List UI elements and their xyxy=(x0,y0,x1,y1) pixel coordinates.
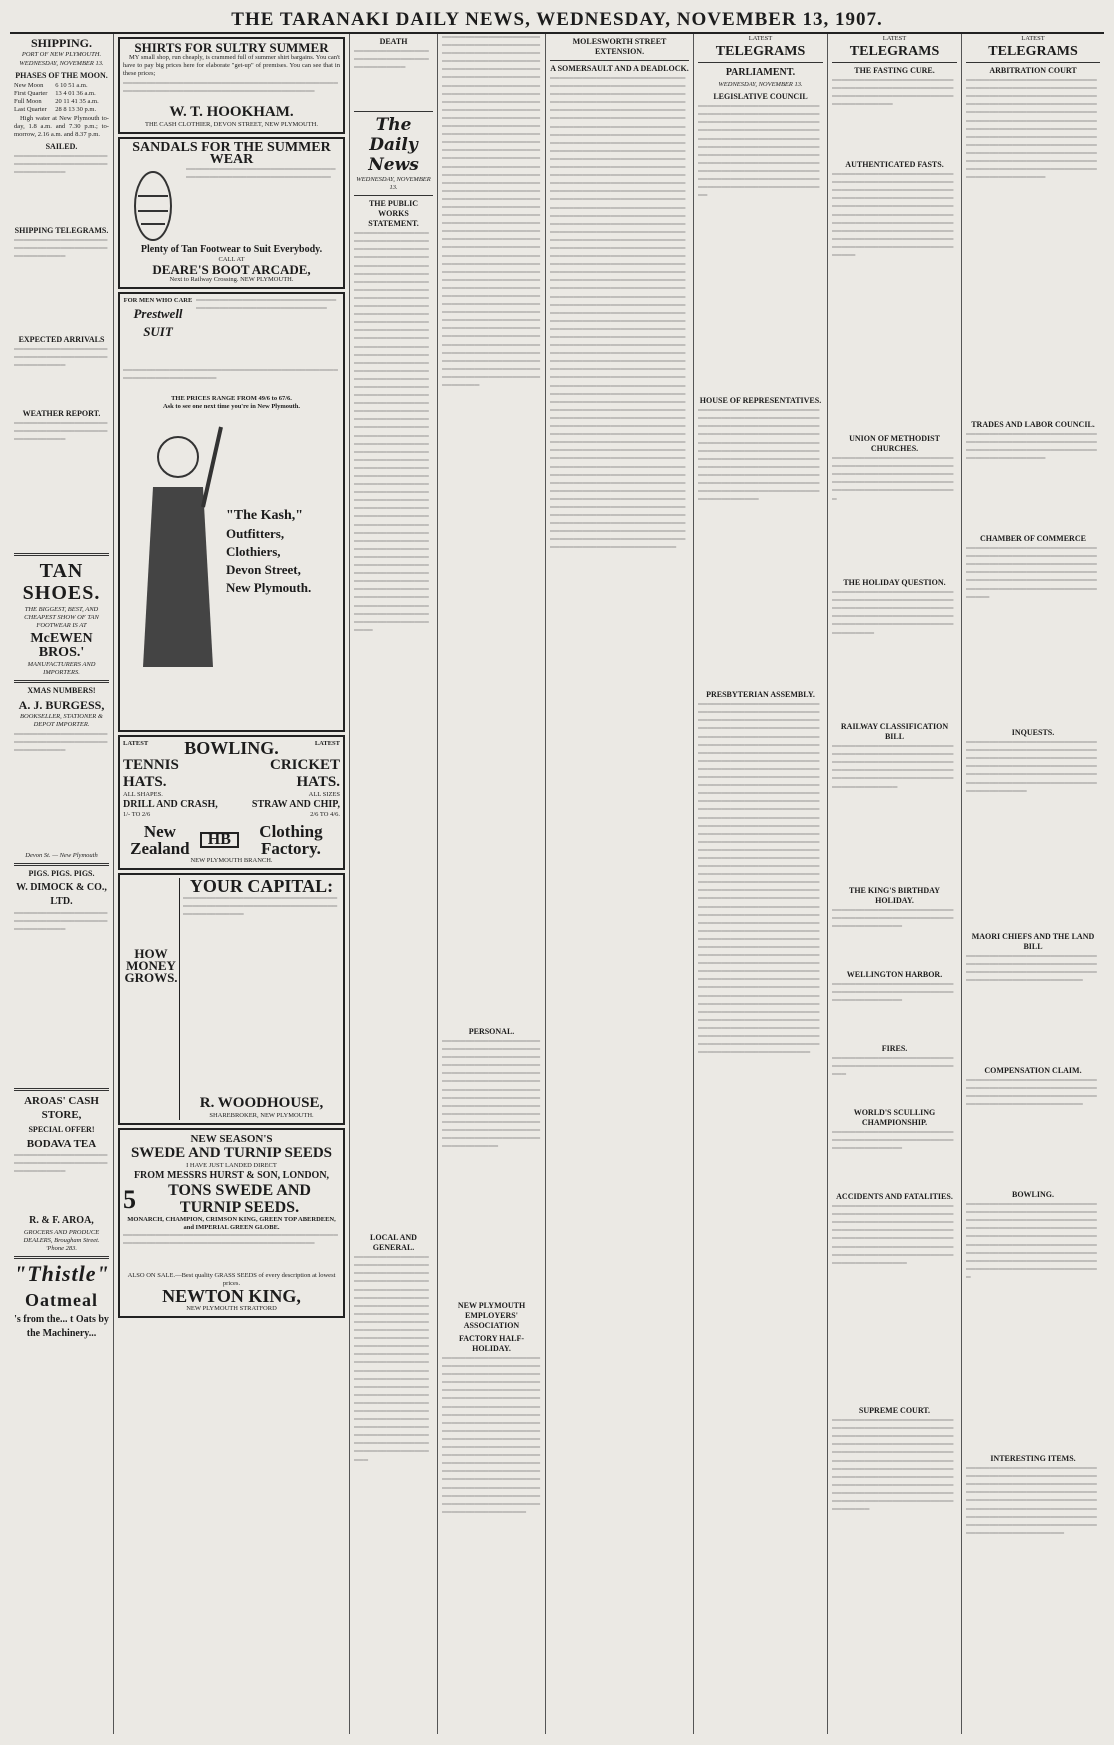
body-text-filler: ═════════════════════════════════════════════════════════════════════════════════════════════════════════════════════════════════════════════════════════════════════════════════════════════════════════════════════════════════════════════════════════════════════════════════════════════════════════════════════════════════════════════════════════════════ xyxy=(966,77,1097,182)
new-zealand: New Zealand xyxy=(130,822,190,858)
personal-heading: PERSONAL. xyxy=(468,1027,515,1036)
moon-time: 13 4 01 36 a.m. xyxy=(55,90,96,98)
sailed-heading: SAILED. xyxy=(45,141,78,151)
divider xyxy=(550,60,689,61)
column-grid xyxy=(10,34,1104,1734)
hats-row xyxy=(123,757,340,791)
body-text-filler: ═════════════════════════════════════════════════════════════════════════════════════════════════════════════════════════════════════════════════════════════════════════════════════════════════════════════════════════════════════════════════════ xyxy=(966,1465,1097,1537)
body-text-filler: ════════════════════════════════════════════════════════════════════════════════════════════════════════════════════════════════════════════════════════════════════════════════════════════════════════════════════════════════════════════════════════════════════════════════════════════════ xyxy=(698,103,820,200)
moon-phase: Full Moon xyxy=(14,98,42,106)
local-heading: LOCAL AND GENERAL. xyxy=(370,1233,417,1253)
body-text-filler: ═════════════════════════════════════════════════════════════════════════════════════════════════════════════════════════════════════════════════════════════════════════════════════════════════════════════════════════════════════════════════════════════ xyxy=(966,1201,1097,1281)
kash-ad xyxy=(118,292,345,732)
aroa-sub: GROCERS AND PRODUCE DEALERS, Brougham Street. 'Phone 283. xyxy=(23,1228,100,1252)
newton-king-name: NEWTON KING, xyxy=(162,1286,301,1306)
deare-ad xyxy=(118,137,345,289)
divider xyxy=(14,680,109,683)
thistle-tagline: 's from the... t Oats by the Machinery... xyxy=(14,1313,109,1339)
straw-chip: STRAW AND CHIP, xyxy=(251,799,340,810)
body-text-filler: ═══════════════════════════════════════════════════════════════════════════════════════════════════════════════════════════════════════════════════════════════════════════════════════════════════════════════════════════════════════════════════════════════════════════════════════════════════════════ xyxy=(698,407,820,504)
divider xyxy=(354,195,433,196)
body-text-filler: ═══════════════════════════════════════════════════════════════════ xyxy=(832,1129,954,1153)
column-news xyxy=(438,34,546,1734)
column-parliament xyxy=(694,34,828,1734)
tons-row xyxy=(123,1182,340,1216)
divider xyxy=(14,1088,109,1091)
mcewen-name: McEWEN BROS.' xyxy=(30,631,93,661)
tan-shoes-heading: TAN SHOES. xyxy=(22,559,101,604)
table-row xyxy=(14,106,109,114)
body-text-filler: ═══════════════════════════════════════════ xyxy=(354,48,429,72)
gentleman-illustration xyxy=(123,417,223,707)
woodhouse-name: R. WOODHOUSE, xyxy=(199,1095,324,1111)
clothing-factory: Clothing Factory. xyxy=(259,822,323,858)
railway-heading: RAILWAY CLASSIFICATION BILL xyxy=(840,722,949,742)
tons-number: 5 xyxy=(123,1184,136,1214)
molesworth-heading: MOLESWORTH STREET EXTENSION. xyxy=(572,37,667,56)
body-text-filler: ═════════════════════════════════════════════════════════════════════════════════════════════════════════════════════════════════════════════════════════════════════════════════════════════════════════════════════════════════════════════════════════════════════════════════════════════════════════════════════════════════════════════════════════════════════════════════════════════════════════════════════════════════ xyxy=(442,1355,541,1516)
shapes-row xyxy=(123,791,340,799)
fires-heading: FIRES. xyxy=(881,1044,908,1054)
divider xyxy=(832,62,957,63)
holiday-question-heading: THE HOLIDAY QUESTION. xyxy=(843,578,946,588)
kash-block xyxy=(226,417,340,707)
hb-top-row xyxy=(123,740,340,757)
body-text-filler: ═══════════════════════════════════════════════════════════════════════════════════════════════════════════════════════════════════════════════════════════════════════════════════════════════════════════════════════════════════════════════════════════════════════════════════════════════════════════════════════════════════════════════════════════════════════════════════════════════════════════════════ xyxy=(354,1254,429,1464)
woodhouse-ad xyxy=(118,873,345,1125)
price-row xyxy=(123,811,340,819)
mcewen-sub: MANUFACTURERS AND IMPORTERS. xyxy=(27,661,96,677)
high-water-text: High water at New Plymouth to-day, 1.8 a.m. and 7.30 p.m.; to-morrow, 2.16 a.m. and 8.37 p.m. xyxy=(14,114,109,138)
moon-time: 28 8 13 30 p.m. xyxy=(55,106,97,114)
kash-line: New Plymouth. xyxy=(226,580,312,595)
nz-sub: NEW PLYMOUTH BRANCH. xyxy=(190,857,273,864)
woodhouse-sub: SHAREBROKER, NEW PLYMOUTH. xyxy=(209,1112,314,1119)
hookham-ad xyxy=(118,37,345,134)
newton-sub: NEW PLYMOUTH STRATFORD xyxy=(186,1305,277,1312)
table-row xyxy=(14,90,109,98)
price-b: 2/6 TO 4/6. xyxy=(310,811,340,818)
deare-name: DEARE'S BOOT ARCADE, xyxy=(152,262,311,277)
also-line: ALSO ON SALE.—Best quality GRASS SEEDS of every description at lowest prices. xyxy=(127,1272,336,1287)
body-text-filler: ═════════════════════════════════════════════════════════════════════════════════════════════════════════════ xyxy=(966,1077,1097,1109)
moon-heading: PHASES OF THE MOON. xyxy=(15,71,108,81)
sculling-heading: WORLD'S SCULLING CHAMPIONSHIP. xyxy=(853,1108,936,1128)
body-text-filler: ═══════════════════════════════════════════════════════════════════════════════════════════ xyxy=(832,77,954,109)
trades-heading: TRADES AND LABOR COUNCIL. xyxy=(971,420,1095,430)
table-row xyxy=(14,98,109,106)
holiday-heading: FACTORY HALF-HOLIDAY. xyxy=(458,1334,525,1353)
weather-heading: WEATHER REPORT. xyxy=(22,408,101,418)
latest-label: LATEST xyxy=(1021,35,1045,42)
deare-sub: Next to Railway Crossing. NEW PLYMOUTH. xyxy=(169,276,294,283)
body-text-filler: ═════════════════════════════════════════════════════════════════════════════════════════════════════ xyxy=(966,431,1097,463)
pres-assembly-heading: PRESBYTERIAN ASSEMBLY. xyxy=(706,690,815,700)
house-heading: HOUSE OF REPRESENTATIVES. xyxy=(699,396,822,406)
prestwell-row xyxy=(123,297,340,367)
body-text-filler: ══════════════════════════════════════════════════════════════════════════════════════════════════════════════════════════════════════════════════════════════════════════════════════════════════════════════════════════════════════════════════════════════════════════════════════════════════════ xyxy=(832,1417,954,1514)
body-text-filler: ═══════════════════════════════════════════════════════════════════════════════════════ xyxy=(123,80,338,96)
tennis-hats: TENNIS HATS. xyxy=(123,757,179,790)
body-text-filler: ════════════════════════════════════════════════════════════════════════════════════════════════════════════════════════════════════════════════ xyxy=(832,743,954,791)
column-editorial xyxy=(350,34,438,1734)
prestwell-label: Prestwell SUIT xyxy=(133,306,183,339)
supreme-heading: SUPREME COURT. xyxy=(858,1406,931,1416)
date-line: WEDNESDAY, NOVEMBER 13. xyxy=(19,60,104,68)
newton-king-ad xyxy=(118,1128,345,1318)
kash-line: Devon Street, xyxy=(226,562,301,577)
body-text-filler: ═════════════════════════════════════════════════════════════════════════════════════════════════════════════════════════════════════════════════════════════════════════════════════════════════════════════════════════════════════════════════════════════════════════ xyxy=(832,171,954,260)
arbitration-heading: ARBITRATION COURT xyxy=(989,66,1077,76)
telegrams-heading: TELEGRAMS xyxy=(715,44,806,60)
paper-date: WEDNESDAY, NOVEMBER 13. xyxy=(356,176,431,192)
your-capital: YOUR CAPITAL: xyxy=(189,876,334,896)
hookham-name: W. T. HOOKHAM. xyxy=(169,104,294,120)
divider xyxy=(14,1256,109,1259)
plenty-line: Plenty of Tan Footwear to Suit Everybody. xyxy=(140,244,323,255)
body-text-filler: ═══════════════════════════════════════════════════ xyxy=(14,730,108,754)
moon-time: 6 10 51 a.m. xyxy=(55,82,88,90)
moon-table xyxy=(14,82,109,114)
body-text-filler: ═════════════════════════════════════════════════════════════════════════════════════════════════════════════════════════════════════════════════════════════════════════════ xyxy=(966,545,1097,601)
body-text-filler: ══════════════════════════════════════════════════════════════════════════════════════════════════════════════════════════════════════════════════════════════════════════════════════════════════════════════════════════════════════════════════════════════════════════════════════════════════════════════════════════════════════════════════════════════════════════════════════════════════════════════════════════════════════════════════════════════════════════════════════════════════════════════════════════════════════════════════════════════════════════════════════════════════════════════════════════════════════════════════════════════════════════════════════════════════════════════════════════════════════════════════════════════════════════════════════════════════════════════════════════════════════════════════════════════════════════════════════════════════════════════════════════════════════════════════════════════════════════════════════════════════════════════════════════════════════════════════════════════════════════════════════════════════════════════════════════════════════════════════════════════════════════════════════ xyxy=(698,701,820,1057)
shirts-intro: MY small shop, run cheaply, is crammed full of summer shirt bargains. You can't have to pay big prices here for elaborate "get-up" of premises. You can see that in these prices; xyxy=(123,54,340,77)
burgess-name: A. J. BURGESS, xyxy=(18,698,105,713)
latest-right: LATEST xyxy=(314,740,340,747)
burgess-sub: BOOKSELLER, STATIONER & DEPOT IMPORTER. xyxy=(20,713,103,729)
hb-ad xyxy=(118,735,345,870)
capital-row xyxy=(123,878,340,1120)
bowling-heading: BOWLING. xyxy=(184,738,279,758)
pigs-heading: PIGS. PIGS. PIGS. xyxy=(28,868,95,878)
how-word: HOW xyxy=(134,946,168,961)
prestwell-logo xyxy=(123,297,193,367)
aroas-heading: AROAS' CASH STORE, xyxy=(24,1094,99,1121)
paper-nameplate: The Daily News xyxy=(368,115,419,175)
factory-row xyxy=(123,823,340,857)
telegrams-heading: TELEGRAMS xyxy=(849,44,940,60)
body-text-filler: ═══════════════════════════════════════════════════ xyxy=(14,419,108,444)
kash-line: Clothiers, xyxy=(226,544,281,559)
devon-st: Devon St. — New Plymouth xyxy=(25,851,98,859)
call-at: CALL AT xyxy=(218,256,245,263)
divider xyxy=(354,111,433,112)
tons-heading: TONS SWEDE AND TURNIP SEEDS. xyxy=(168,1182,311,1216)
how-money-grows xyxy=(123,878,180,1120)
body-text-filler: ═══════════════════════════════════════════════════ xyxy=(14,1151,108,1175)
sandals-heading: SANDALS FOR THE SUMMER WEAR xyxy=(132,140,331,167)
shirts-heading: SHIRTS FOR SULTRY SUMMER xyxy=(134,40,329,55)
body-text-filler: ════════════════════════════════════════════════════════════════════════════════════════════════════════════════════════════════════════════════════════════════════════════════════════════════════════════════════════════════════════════════════════════════════════════════════════════════════════════════════════════════════════════════════════════════════════════════════════════════════════════════════════════════════════════════════════════════════════════════════════════════════════════════════════════════════════════════════════════════════════════════════════════════════════════════════════════════════════════════════════════════════════════════════════════════════════════════════════════════════════════════════════════════════════════════════════════════════════════════════ xyxy=(354,230,429,634)
port-line: PORT OF NEW PLYMOUTH. xyxy=(21,51,102,58)
telegrams-heading: TELEGRAMS xyxy=(988,44,1078,60)
column-shipping xyxy=(10,34,114,1734)
union-heading: UNION OF METHODIST CHURCHES. xyxy=(849,434,940,454)
deaths-heading: DEATH xyxy=(379,37,408,46)
landed-line: I HAVE JUST LANDED DIRECT xyxy=(186,1162,277,1169)
prices-line: THE PRICES RANGE FROM 49/6 to 67/6. xyxy=(171,395,292,402)
parliament-date: WEDNESDAY, NOVEMBER 13. xyxy=(718,81,803,89)
body-text-filler: ═══════════════════════════════════════════════════════════════════════════════════════════════════════════════════════════════════════════════════════════════════════════════════════════════════════════════════════════════════════════════════════════════════════════════════════════════════════════════════════════════════════════════════════════════════════════════════════════════════════════════════════════════════════════════════════════════════════════════════════════════════════════════════════════════════════════════════════════════════════════════════════════════════════════════════════════════════════════════════════════════════════════════════════════════════════════════════════════════════════════════════════════════════════════════════════════════════════════════════════════════════════════════════════════════════════════════════════════════════════════════════════════════════════════════ xyxy=(442,34,541,390)
chamber-heading: CHAMBER OF COMMERCE xyxy=(980,534,1086,544)
body-text-filler: ═══════════════════════════════════════════════════════════════════ xyxy=(832,907,954,931)
bowling-news-heading: BOWLING. xyxy=(1011,1190,1054,1200)
body-text-filler: ═══════════════════════════════════════════════════════════════════════════════════════════════════════════════════════════════════════════ xyxy=(832,589,954,637)
fasting-heading: THE FASTING CURE. xyxy=(854,66,935,76)
interesting-heading: INTERESTING ITEMS. xyxy=(990,1454,1076,1464)
oatmeal-heading: Oatmeal xyxy=(25,1289,98,1310)
kash-line: "The Kash," xyxy=(226,508,304,523)
compensation-heading: COMPENSATION CLAIM. xyxy=(984,1066,1082,1076)
varieties-line: MONARCH, CHAMPION, CRIMSON KING, GREEN TOP ABERDEEN, and IMPERIAL GREEN GLOBE. xyxy=(127,1216,336,1231)
shipping-heading: SHIPPING. xyxy=(30,36,92,50)
materials-row xyxy=(123,799,340,811)
expected-heading: EXPECTED ARRIVALS xyxy=(18,334,105,344)
bodava-tea: BODAVA TEA xyxy=(26,1137,97,1150)
body-text-filler: ═══════════════════════════════════════════════════════════════════════════════════════════════════════════════════════════════════ xyxy=(832,455,954,503)
maori-heading: MAORI CHIEFS AND THE LAND BILL xyxy=(971,932,1095,952)
body-text-filler: ══════════════════════════════════════════════════════════════════════════════════════════════════════════════════════════════════════════════════════════════════════════════════════════════════════ xyxy=(832,1203,954,1267)
works-heading: THE PUBLIC WORKS STATEMENT. xyxy=(368,199,419,229)
hb-logo: HB xyxy=(200,832,239,848)
column-advertisements xyxy=(114,34,350,1734)
inquests-heading: INQUESTS. xyxy=(1011,728,1055,738)
moon-phase: Last Quarter xyxy=(14,106,47,114)
column-molesworth xyxy=(546,34,694,1734)
body-text-filler: ═══════════════════════════════════════════════════ xyxy=(14,152,108,177)
capital-body xyxy=(183,878,340,1120)
body-text-filler: ═════════════════════════════════════════════════════════════════════════════════════════════════════════════ xyxy=(966,953,1097,985)
divider xyxy=(14,553,109,556)
body-text-filler: ═════════════════════════════════════════════════════════════════════════════════════════════════════════════════════════════════════════════════════════════════════════════════════════════════════════════════════════════════════════════════════════════════════════════════════════════ xyxy=(442,1038,541,1151)
kash-row xyxy=(123,417,340,707)
ask-line: Ask to see one next time you're in New Plymouth. xyxy=(162,403,301,410)
swede-heading: SWEDE AND TURNIP SEEDS xyxy=(130,1145,333,1161)
hurst-line: FROM MESSRS HURST & SON, LONDON, xyxy=(133,1170,330,1181)
body-text-filler: ═══════════════════════════════════════════════════════════════════════════════ xyxy=(183,895,338,919)
body-text-filler: ═══════════════════════════════════════════════════ xyxy=(14,909,108,933)
body-text-filler: ═══════════════════════════════════════════════════════════════════ xyxy=(832,981,954,1005)
latest-label: LATEST xyxy=(748,35,773,42)
deadlock-heading: A SOMERSAULT AND A DEADLOCK. xyxy=(550,64,689,73)
body-text-filler: ═══════════════════════════════════════════════════════ xyxy=(832,1055,954,1079)
drill-crash: DRILL AND CRASH, xyxy=(123,799,218,810)
birthday-heading: THE KING'S BIRTHDAY HOLIDAY. xyxy=(848,886,940,906)
table-row xyxy=(14,82,109,90)
employers-heading: NEW PLYMOUTH EMPLOYERS' ASSOCIATION xyxy=(457,1301,526,1330)
divider xyxy=(14,863,109,866)
leg-council-heading: LEGISLATIVE COUNCIL xyxy=(713,92,808,102)
divider xyxy=(698,62,823,63)
xmas-heading: XMAS NUMBERS! xyxy=(27,686,96,696)
all-shapes: ALL SHAPES. xyxy=(123,791,163,798)
shipping-telegrams-heading: SHIPPING TELEGRAMS. xyxy=(14,225,109,235)
harbor-heading: WELLINGTON HARBOR. xyxy=(846,970,943,980)
body-text-filler: ═══════════════════════════════════════════════════ xyxy=(14,345,108,370)
dimock-name: W. DIMOCK & CO., LTD. xyxy=(16,881,107,907)
sandals-row xyxy=(123,166,340,244)
column-telegrams xyxy=(828,34,962,1734)
all-sizes: ALL SIZES xyxy=(308,791,340,798)
moon-phase: First Quarter xyxy=(14,90,48,98)
body-text-filler: ═══════════════════════════════════════════════════════════════════════════════════════ xyxy=(123,1232,338,1248)
body-text-filler: ═════════════════════════════════════════════════════════════════════════════════════════════════════════════════════════════════════════════════════════════════════════════════════ xyxy=(966,739,1097,795)
money-word: MONEY xyxy=(126,958,176,973)
aroa-co: R. & F. AROA, xyxy=(29,1214,94,1226)
latest-left: LATEST xyxy=(123,740,149,747)
parliament-heading: PARLIAMENT. xyxy=(725,67,796,79)
latest-label: LATEST xyxy=(882,35,907,42)
masthead: THE TARANAKI DAILY NEWS, WEDNESDAY, NOVEMBER 13, 1907. xyxy=(10,8,1104,34)
price-a: 1/- TO 2/6 xyxy=(123,811,151,818)
divider xyxy=(966,62,1100,63)
body-text-filler: ═══════════════════════════════════════════════════════════════ xyxy=(186,166,336,182)
special-offer: SPECIAL OFFER! xyxy=(28,1124,95,1134)
moon-time: 20 11 41 35 a.m. xyxy=(55,98,99,106)
sandal-illustration xyxy=(123,166,183,244)
cricket-hats: CRICKET HATS. xyxy=(269,757,340,790)
kash-line: Outfitters, xyxy=(226,526,285,541)
body-text-filler: ══════════════════════════════════════════════════════════ xyxy=(196,297,337,313)
season-heading: NEW SEASON'S xyxy=(190,1133,273,1145)
column-court xyxy=(962,34,1104,1734)
moon-phase: New Moon xyxy=(14,82,44,90)
tan-shoes-sub: THE BIGGEST, BEST, AND CHEAPEST SHOW OF TAN FOOTWEAR IS AT xyxy=(24,605,99,630)
authenticated-heading: AUTHENTICATED FASTS. xyxy=(845,160,944,170)
thistle-heading: "Thistle" xyxy=(14,1260,110,1286)
grows-word: GROWS. xyxy=(124,970,178,985)
hookham-sub: THE CASH CLOTHIER, DEVON STREET, NEW PLYMOUTH. xyxy=(145,121,318,128)
accidents-heading: ACCIDENTS AND FATALITIES. xyxy=(836,1192,953,1202)
body-text-filler: ═══════════════════════════════════════════════════ xyxy=(14,236,108,261)
body-text-filler: ══════════════════════════════════════════════════════════════════ xyxy=(123,367,338,383)
body-text-filler: ═════════════════════════════════════════════════════════════════════════════════════════════════════════════════════════════════════════════════════════════════════════════════════════════════════════════════════════════════════════════════════════════════════════════════════════════════════════════════════════════════════════════════════════════════════════════════════════════════════════════════════════════════════════════════════════════════════════════════════════════════════════════════════════════════════════════════════════════════════════════════════════════════════════════════════════════════════════════════════════════════════════════════════════════════════════════════════════════════════════════════════════════════════════════════════════════════════════════════════════════════════════════════════════════════════════════════════════════════════════════════════════════════════════════════════════════════════════════════════════════════════════════════════════════════════════════════════════════════════════════════════════════════════════════════════════════════════════════════════════════════════════════════════════════════════════════════════════════════════════════════════════════════════════════════════════════════════════════════════════════════════════════════════════════════════════════════════════════════════════════════════════════════════════════════════════════════════════════════════════════════════════════════════════════════════════════════════════════════════════════════════════════════════════════════════════════════════════════════════════════════════════════════════════════════════════════════════════════════════════════════════════════════════════════ xyxy=(550,75,686,552)
for-men-label: FOR MEN WHO CARE xyxy=(123,297,193,304)
